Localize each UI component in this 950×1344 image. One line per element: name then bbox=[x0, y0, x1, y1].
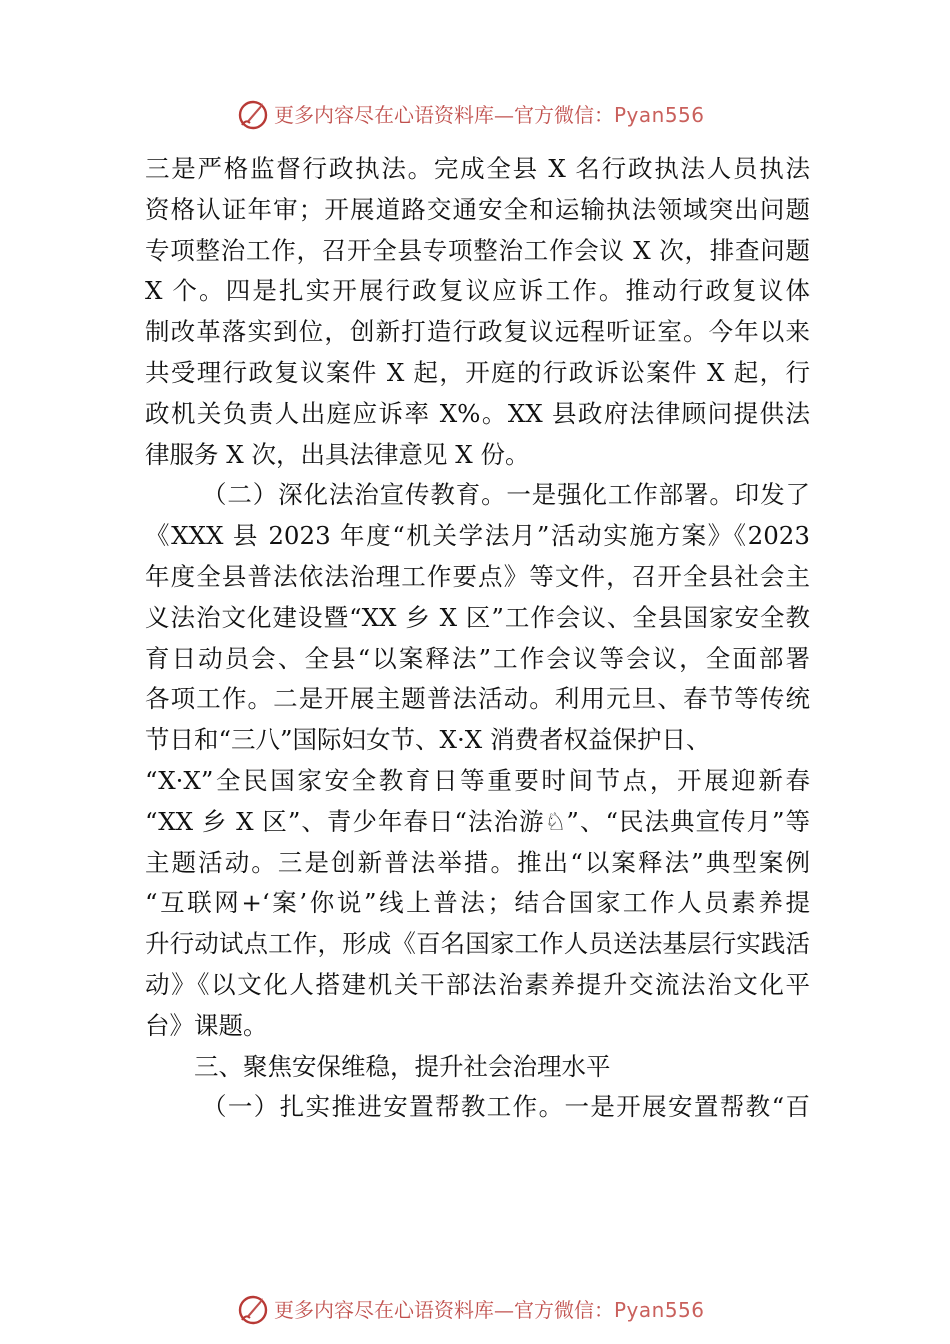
text-line: X 个。四是扎实开展行政复议应诉工作。推动行政复议体 bbox=[145, 276, 810, 306]
quill-seal-icon bbox=[236, 97, 270, 131]
text-line: “X·X”全民国家安全教育日等重要时间节点，开展迎新春 bbox=[145, 765, 810, 795]
text-line: 台》课题。 bbox=[145, 1010, 268, 1040]
watermark-text: 更多内容尽在心语资料库—官方微信： bbox=[274, 103, 614, 127]
text-line: 主题活动。三是创新普法举措。推出“以案释法”典型案例 bbox=[145, 847, 810, 877]
text-line: （二）深化法治宣传教育。一是强化工作部署。印发了 bbox=[202, 480, 810, 510]
header-watermark bbox=[0, 95, 950, 135]
text-line: 三是严格监督行政执法。完成全县 X 名行政执法人员执法 bbox=[145, 154, 810, 183]
text-line: 各项工作。二是开展主题普法活动。利用元旦、春节等传统 bbox=[145, 684, 810, 714]
text-line: 共受理行政复议案件 X 起，开庭的行政诉讼案件 X 起，行 bbox=[145, 357, 810, 387]
quill-seal-icon bbox=[236, 1292, 270, 1326]
paragraph-enforcement bbox=[145, 149, 810, 475]
wechat-id: Pyan556 bbox=[614, 103, 705, 127]
text-line: （一）扎实推进安置帮教工作。一是开展安置帮教“百 bbox=[202, 1092, 810, 1122]
text-line: 节日和“三八”国际妇女节、X·X 消费者权益保护日、 bbox=[145, 725, 711, 755]
paragraph-legal-publicity bbox=[145, 475, 810, 1046]
text-line: 育日动员会、全县“以案释法”工作会议等会议，全面部署 bbox=[145, 643, 810, 673]
watermark-text: 更多内容尽在心语资料库—官方微信： bbox=[274, 1298, 614, 1322]
text-line: 年度全县普法依法治理工作要点》等文件，召开全县社会主 bbox=[145, 561, 810, 591]
section-heading: 三、聚焦安保维稳，提升社会治理水平 bbox=[194, 1051, 611, 1081]
footer-watermark bbox=[0, 1290, 950, 1330]
text-line: 资格认证年审；开展道路交通安全和运输执法领域突出问题 bbox=[145, 194, 810, 224]
text-line: “XX 乡 X 区”、青少年春日“法治游♘”、“民法典宣传月”等 bbox=[145, 806, 810, 836]
text-line: “互联网+‘案’你说”线上普法；结合国家工作人员素养提 bbox=[145, 888, 810, 918]
wechat-id: Pyan556 bbox=[614, 1298, 705, 1322]
text-line: 政机关负责人出庭应诉率 X%。XX 县政府法律顾问提供法 bbox=[145, 398, 810, 428]
document-body bbox=[145, 149, 810, 1128]
text-line: 律服务 X 次，出具法律意见 X 份。 bbox=[145, 439, 530, 469]
text-line: 制改革落实到位，创新打造行政复议远程听证室。今年以来 bbox=[145, 317, 810, 347]
text-line: 专项整治工作，召开全县专项整治工作会议 X 次，排查问题 bbox=[145, 235, 810, 265]
text-line: 《XXX 县 2023 年度“机关学法月”活动实施方案》《2023 bbox=[145, 521, 810, 551]
text-line: 义法治文化建设暨“XX 乡 X 区”工作会议、全县国家安全教 bbox=[145, 602, 810, 632]
text-line: 动》《以文化人搭建机关干部法治素养提升交流法治文化平 bbox=[145, 969, 810, 999]
text-line: 升行动试点工作，形成《百名国家工作人员送法基层行实践活 bbox=[145, 929, 810, 959]
